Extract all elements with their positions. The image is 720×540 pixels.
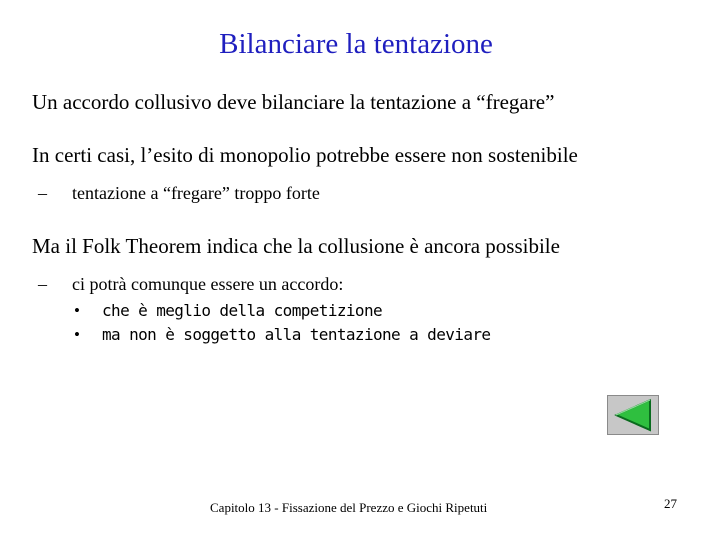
dash-marker: – — [38, 274, 47, 294]
page-number: 27 — [664, 496, 677, 511]
sub-bullet-3-1 — [38, 274, 343, 295]
sub-bullet-text: ci potrà comunque essere un accordo: — [72, 274, 344, 294]
bullet-dot: • — [74, 301, 80, 320]
bullet-dot: • — [74, 325, 80, 344]
sub-sub-bullet-1 — [74, 301, 382, 321]
footer-caption: Capitolo 13 - Fissazione del Prezzo e Giochi Ripetuti — [210, 500, 488, 515]
back-arrow-icon — [608, 396, 658, 434]
sub-sub-bullet-2 — [74, 325, 490, 345]
bullet-2: In certi casi, l’esito di monopolio potrebbe essere non sostenibile — [32, 143, 578, 167]
bullet-1: Un accordo collusivo deve bilanciare la tentazione a “fregare” — [32, 90, 555, 114]
back-nav-button[interactable] — [607, 395, 659, 435]
bullet-3: Ma il Folk Theorem indica che la collusione è ancora possibile — [32, 234, 560, 258]
slide-title: Bilanciare la tentazione — [219, 28, 493, 60]
sub-sub-bullet-text: ma non è soggetto alla tentazione a deviare — [102, 325, 491, 344]
dash-marker: – — [38, 183, 47, 203]
sub-bullet-2-1 — [38, 183, 320, 204]
sub-bullet-text: tentazione a “fregare” troppo forte — [72, 183, 320, 203]
sub-sub-bullet-text: che è meglio della competizione — [102, 301, 383, 320]
